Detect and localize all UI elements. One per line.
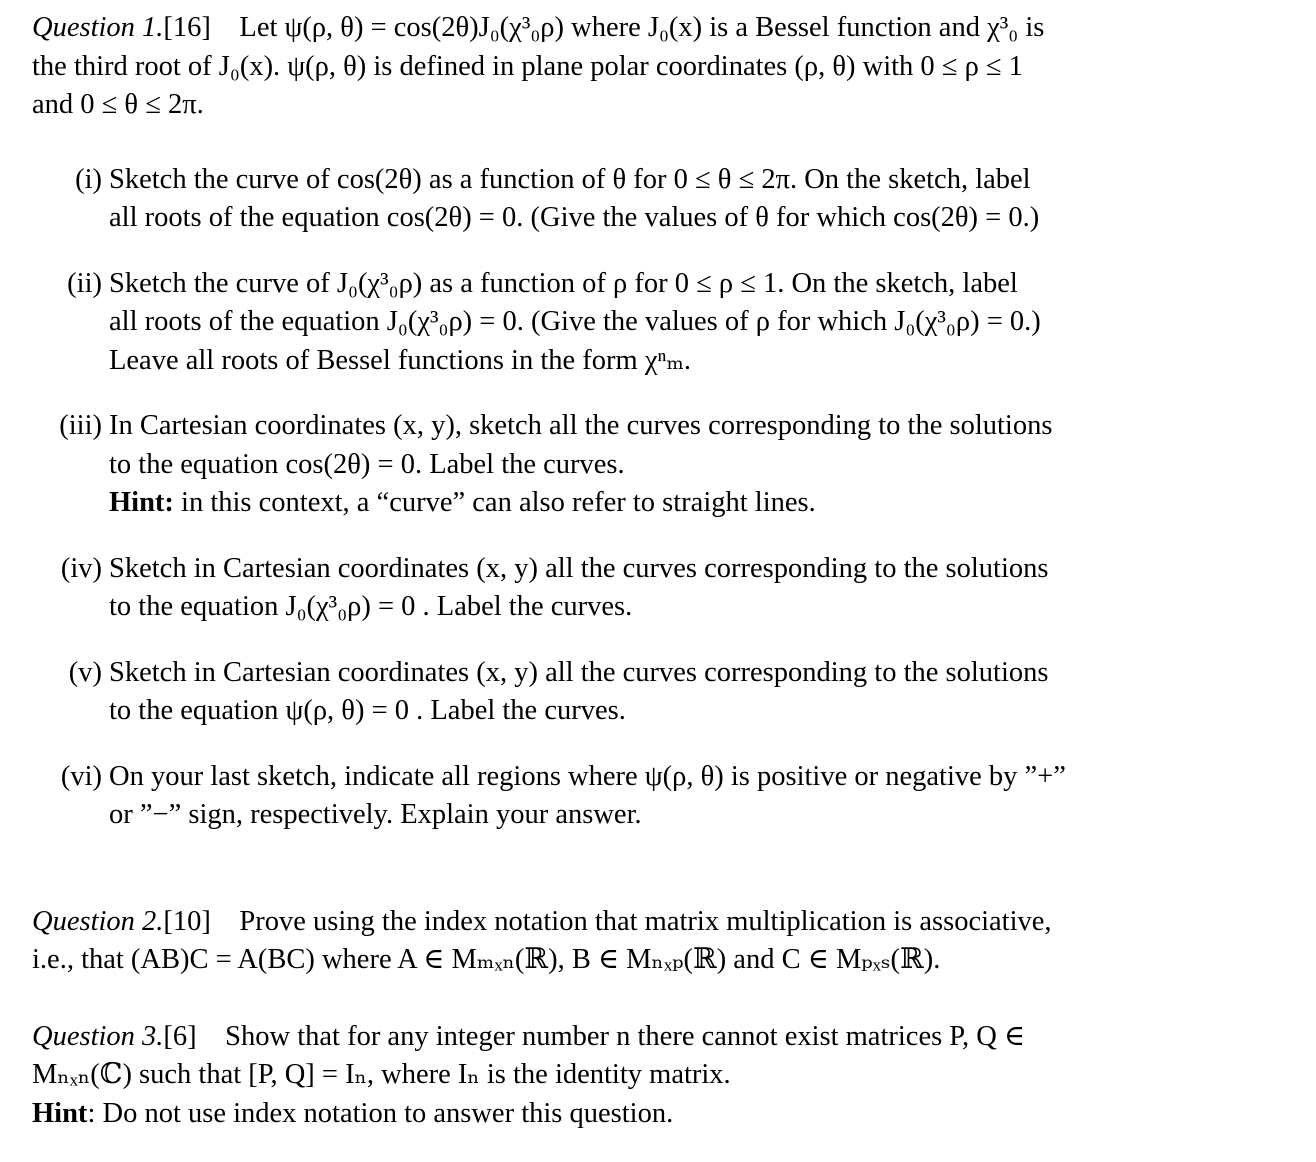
part-v-line-1: Sketch in Cartesian coordinates (x, y) all the curves corresponding to the solutions [109,656,1049,688]
question-3-label: Question 3. [32,1020,164,1052]
part-iv-line-2: to the equation J₀(χ³₀ρ) = 0 . Label the curves. [109,591,633,622]
question-2-text-1: Prove using the index notation that matrix multiplication is associative, [239,905,1052,937]
part-v [32,654,1240,731]
part-iii-line-2: to the equation cos(2θ) = 0. Label the curves. [109,448,625,480]
question-3-hint-text: : Do not use index notation to answer this question. [87,1097,674,1129]
part-iii-label: (iii) [59,410,102,441]
part-i-line-2: all roots of the equation cos(2θ) = 0. (Give the values of θ for which cos(2θ) = 0.) [109,202,1040,233]
question-2-line-1 [32,903,1240,942]
part-iii-hint-label: Hint: [109,487,174,518]
part-vi-label: (vi) [60,760,102,792]
question-3 [32,1018,1240,1134]
question-3-hint [32,1095,1240,1134]
question-3-points: [6] [163,1020,197,1052]
part-v-label: (v) [68,656,102,688]
part-iv-line-1: Sketch in Cartesian coordinates (x, y) all the curves corresponding to the solutions [109,552,1049,584]
part-iv-label: (iv) [60,552,102,584]
question-1-intro-3: and 0 ≤ θ ≤ 2π. [32,89,204,120]
part-ii-line-3: Leave all roots of Bessel functions in the form χⁿₘ. [109,344,692,376]
question-1-intro-1: Let ψ(ρ, θ) = cos(2θ)J₀(χ³₀ρ) where J₀(x) is a Bessel function and χ³₀ is [239,12,1045,43]
exam-page [32,9,1240,1133]
part-ii [32,265,1240,381]
part-ii-label: (ii) [67,267,102,299]
question-3-line-1 [32,1018,1240,1057]
part-iii-hint [109,484,1240,523]
question-3-text-2: Mₙₓₙ(ℂ) such that [P, Q] = Iₙ, where Iₙ is the identity matrix. [32,1059,731,1090]
part-ii-line-2: all roots of the equation J₀(χ³₀ρ) = 0. (Give the values of ρ for which J₀(χ³₀ρ) = 0.) [109,306,1041,337]
part-iv [32,550,1240,627]
part-i [32,161,1240,238]
question-2 [32,903,1240,980]
part-vi-line-1: On your last sketch, indicate all regions where ψ(ρ, θ) is positive or negative by ”+” [109,760,1066,792]
question-1-label: Question 1. [32,12,164,43]
part-v-line-2: to the equation ψ(ρ, θ) = 0 . Label the curves. [109,695,626,726]
part-iii-hint-text: in this context, a “curve” can also refer to straight lines. [173,487,816,518]
question-2-label: Question 2. [32,905,164,937]
part-i-label: (i) [75,163,102,195]
part-iii-line-1: In Cartesian coordinates (x, y), sketch all the curves corresponding to the solutions [109,410,1053,441]
part-vi [32,758,1240,835]
question-1-intro-2: the third root of J₀(x). ψ(ρ, θ) is defined in plane polar coordinates (ρ, θ) with 0 ≤ ρ ≤ 1 [32,50,1023,82]
part-i-line-1: Sketch the curve of cos(2θ) as a function of θ for 0 ≤ θ ≤ 2π. On the sketch, label [109,163,1031,195]
question-3-hint-label: Hint [32,1097,88,1129]
question-2-text-2: i.e., that (AB)C = A(BC) where A ∈ Mₘₓₙ(ℝ), B ∈ Mₙₓₚ(ℝ) and C ∈ Mₚₓₛ(ℝ). [32,944,941,975]
part-iii [32,407,1240,523]
question-1 [32,9,1240,125]
question-1-points: [16] [163,12,211,43]
question-3-text-1: Show that for any integer number n there cannot exist matrices P, Q ∈ [225,1020,1026,1052]
question-1-line-1 [32,9,1240,48]
part-vi-line-2: or ”−” sign, respectively. Explain your answer. [109,799,642,830]
question-2-points: [10] [163,905,211,937]
part-ii-line-1: Sketch the curve of J₀(χ³₀ρ) as a function of ρ for 0 ≤ ρ ≤ 1. On the sketch, label [109,267,1018,299]
